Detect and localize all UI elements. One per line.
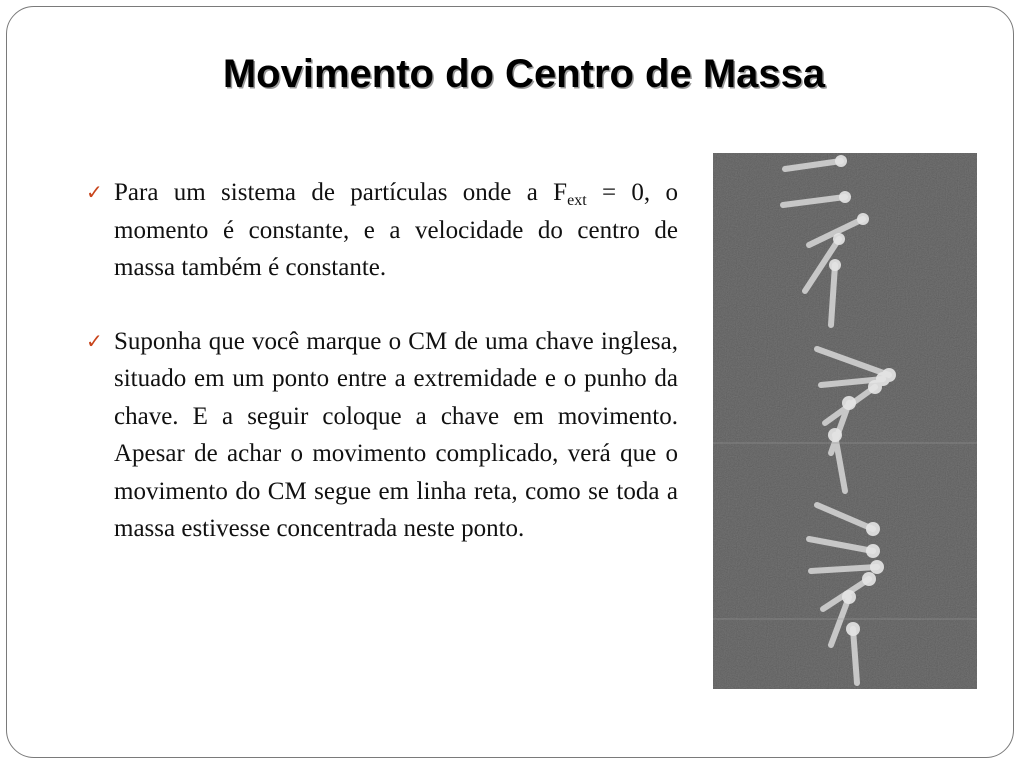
check-icon: ✓ xyxy=(86,180,103,204)
slide-title: Movimento do Centro de Massa xyxy=(222,52,826,96)
stroboscopic-wrench-photo xyxy=(713,153,977,689)
bullet-text-part: = 0, o momento é constante, e a velocidade do centro de massa também é constante. xyxy=(114,179,678,281)
bullet-item xyxy=(88,174,678,287)
bullet-text-part: Para um sistema de partículas onde a F xyxy=(114,179,568,206)
bullet-subscript: ext xyxy=(567,192,587,209)
bullet-text: Suponha que você marque o CM de uma chave inglesa, situado em um ponto entre a extremidade e o punho da chave. E a seguir coloque a chave em movimento. Apesar de achar o movimento complicado, verá que o movimento do CM segue em linha reta, como se toda a massa estivesse concentrada neste ponto. xyxy=(114,327,678,542)
bullet-item xyxy=(88,323,678,548)
wrench-photo-graphic xyxy=(713,153,977,689)
bullet-list xyxy=(88,174,678,548)
check-icon: ✓ xyxy=(86,328,103,353)
